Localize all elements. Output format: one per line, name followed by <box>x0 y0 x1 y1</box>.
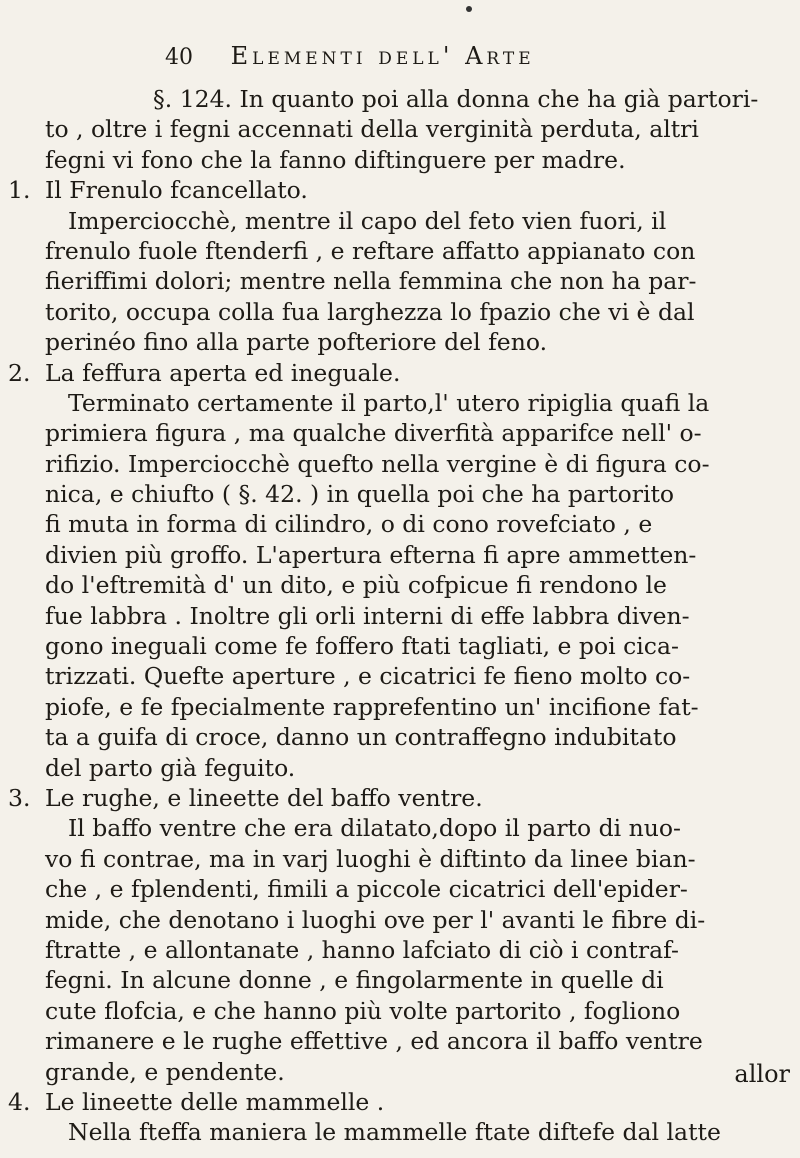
text-line <box>8 449 798 479</box>
item-number: 4. <box>8 1087 31 1116</box>
text-line <box>8 905 798 935</box>
text-line <box>8 570 798 600</box>
line-text: Terminato certamente il parto,l' utero ripiglia quafi la <box>68 388 710 417</box>
line-text: gono ineguali come fe foffero ftati tagliati, e poi cica- <box>45 632 679 661</box>
line-text: Nella fteffa maniera le mammelle ftate diftefe dal latte <box>68 1118 721 1147</box>
text-line <box>8 692 798 722</box>
text-line <box>8 236 798 266</box>
line-text: fieriffimi dolori; mentre nella femmina che non ha par- <box>45 267 697 296</box>
line-text: frenulo fuole ftenderfi , e reftare affatto appianato con <box>45 236 696 265</box>
line-text: Imperciocchè, mentre il capo del feto vien fuori, il <box>68 206 667 235</box>
text-line <box>8 297 798 327</box>
text-line <box>8 1057 798 1087</box>
text-line <box>8 418 798 448</box>
text-line <box>8 813 798 843</box>
line-text: trizzati. Quefte aperture , e cicatrici fe fieno molto co- <box>45 662 691 691</box>
text-line <box>8 996 798 1026</box>
text-line <box>8 874 798 904</box>
catchword: allor <box>734 1060 790 1088</box>
running-header <box>165 42 765 82</box>
line-text: perinéo fino alla parte pofteriore del feno. <box>45 328 548 357</box>
text-line <box>8 1026 798 1056</box>
line-text: to , oltre i fegni accennati della verginità perduta, altri <box>45 115 699 144</box>
line-text: fue labbra . Inoltre gli orli interni di effe labbra diven- <box>45 601 690 630</box>
text-line <box>8 327 798 357</box>
text-line <box>8 722 798 752</box>
item-heading: Le rughe, e lineette del baffo ventre. <box>45 783 483 812</box>
running-title: Elementi dell' Arte <box>230 42 535 70</box>
text-line <box>8 1087 798 1117</box>
item-heading: La feffura aperta ed ineguale. <box>45 358 401 387</box>
line-text: mide, che denotano i luoghi ove per l' avanti le fibre di- <box>45 905 706 934</box>
line-text: Il baffo ventre che era dilatato,dopo il parto di nuo- <box>68 814 681 843</box>
text-line <box>8 145 798 175</box>
line-text: vo fi contrae, ma in varj luoghi è diftinto da linee bian- <box>45 844 696 873</box>
text-line <box>8 844 798 874</box>
text-line <box>8 206 798 236</box>
line-text: fi muta in forma di cilindro, o di cono rovefciato , e <box>45 510 653 539</box>
line-text: primiera figura , ma qualche diverfità apparifce nell' o- <box>45 419 702 448</box>
page-number: 40 <box>165 45 193 70</box>
line-text: nica, e chiufto ( §. 42. ) in quella poi che ha partorito <box>45 480 675 509</box>
ink-blot <box>466 6 472 12</box>
item-number: 1. <box>8 176 31 205</box>
line-text: ftratte , e allontanate , hanno lafciato di ciò i contraf- <box>45 935 679 964</box>
text-line <box>8 1117 798 1147</box>
item-number: 3. <box>8 783 31 812</box>
text-line <box>8 783 798 813</box>
text-line <box>8 661 798 691</box>
text-line <box>8 84 798 114</box>
line-text: grande, e pendente. <box>45 1057 285 1086</box>
text-line <box>8 540 798 570</box>
line-text: rimanere e le rughe effettive , ed ancora il baffo ventre <box>45 1027 703 1056</box>
text-line <box>8 509 798 539</box>
text-line <box>8 935 798 965</box>
line-text: divien più groffo. L'apertura efterna fi apre ammetten- <box>45 540 697 569</box>
text-line <box>8 601 798 631</box>
line-text: §. 124. In quanto poi alla donna che ha già partori- <box>153 85 759 113</box>
text-line <box>8 965 798 995</box>
text-line <box>8 388 798 418</box>
line-text: torito, occupa colla fua larghezza lo fpazio che vi è dal <box>45 297 695 326</box>
text-line <box>8 631 798 661</box>
line-text: che , e fplendenti, fimili a piccole cicatrici dell'epider- <box>45 875 688 904</box>
text-line <box>8 479 798 509</box>
line-text: fegni vi fono che la fanno diftinguere per madre. <box>45 145 626 174</box>
text-line <box>8 753 798 783</box>
item-heading: Il Frenulo fcancellato. <box>45 176 308 205</box>
item-heading: Le lineette delle mammelle . <box>45 1087 385 1116</box>
line-text: fegni. In alcune donne , e fingolarmente in quelle di <box>45 966 664 995</box>
text-line <box>8 358 798 388</box>
item-number: 2. <box>8 358 31 387</box>
line-text: rifizio. Imperciocchè quefto nella vergine è di figura co- <box>45 449 710 478</box>
line-text: ta a guifa di croce, danno un contraffegno indubitato <box>45 723 677 752</box>
line-text: cute flofcia, e che hanno più volte partorito , fogliono <box>45 996 681 1025</box>
line-text: del parto già feguito. <box>45 753 296 782</box>
text-line <box>8 114 798 144</box>
body-text <box>8 84 798 1148</box>
line-text: do l'eftremità d' un dito, e più cofpicue fi rendono le <box>45 571 667 600</box>
text-line <box>8 266 798 296</box>
text-line <box>8 175 798 205</box>
line-text: piofe, e fe fpecialmente rapprefentino un' incifione fat- <box>45 692 699 721</box>
